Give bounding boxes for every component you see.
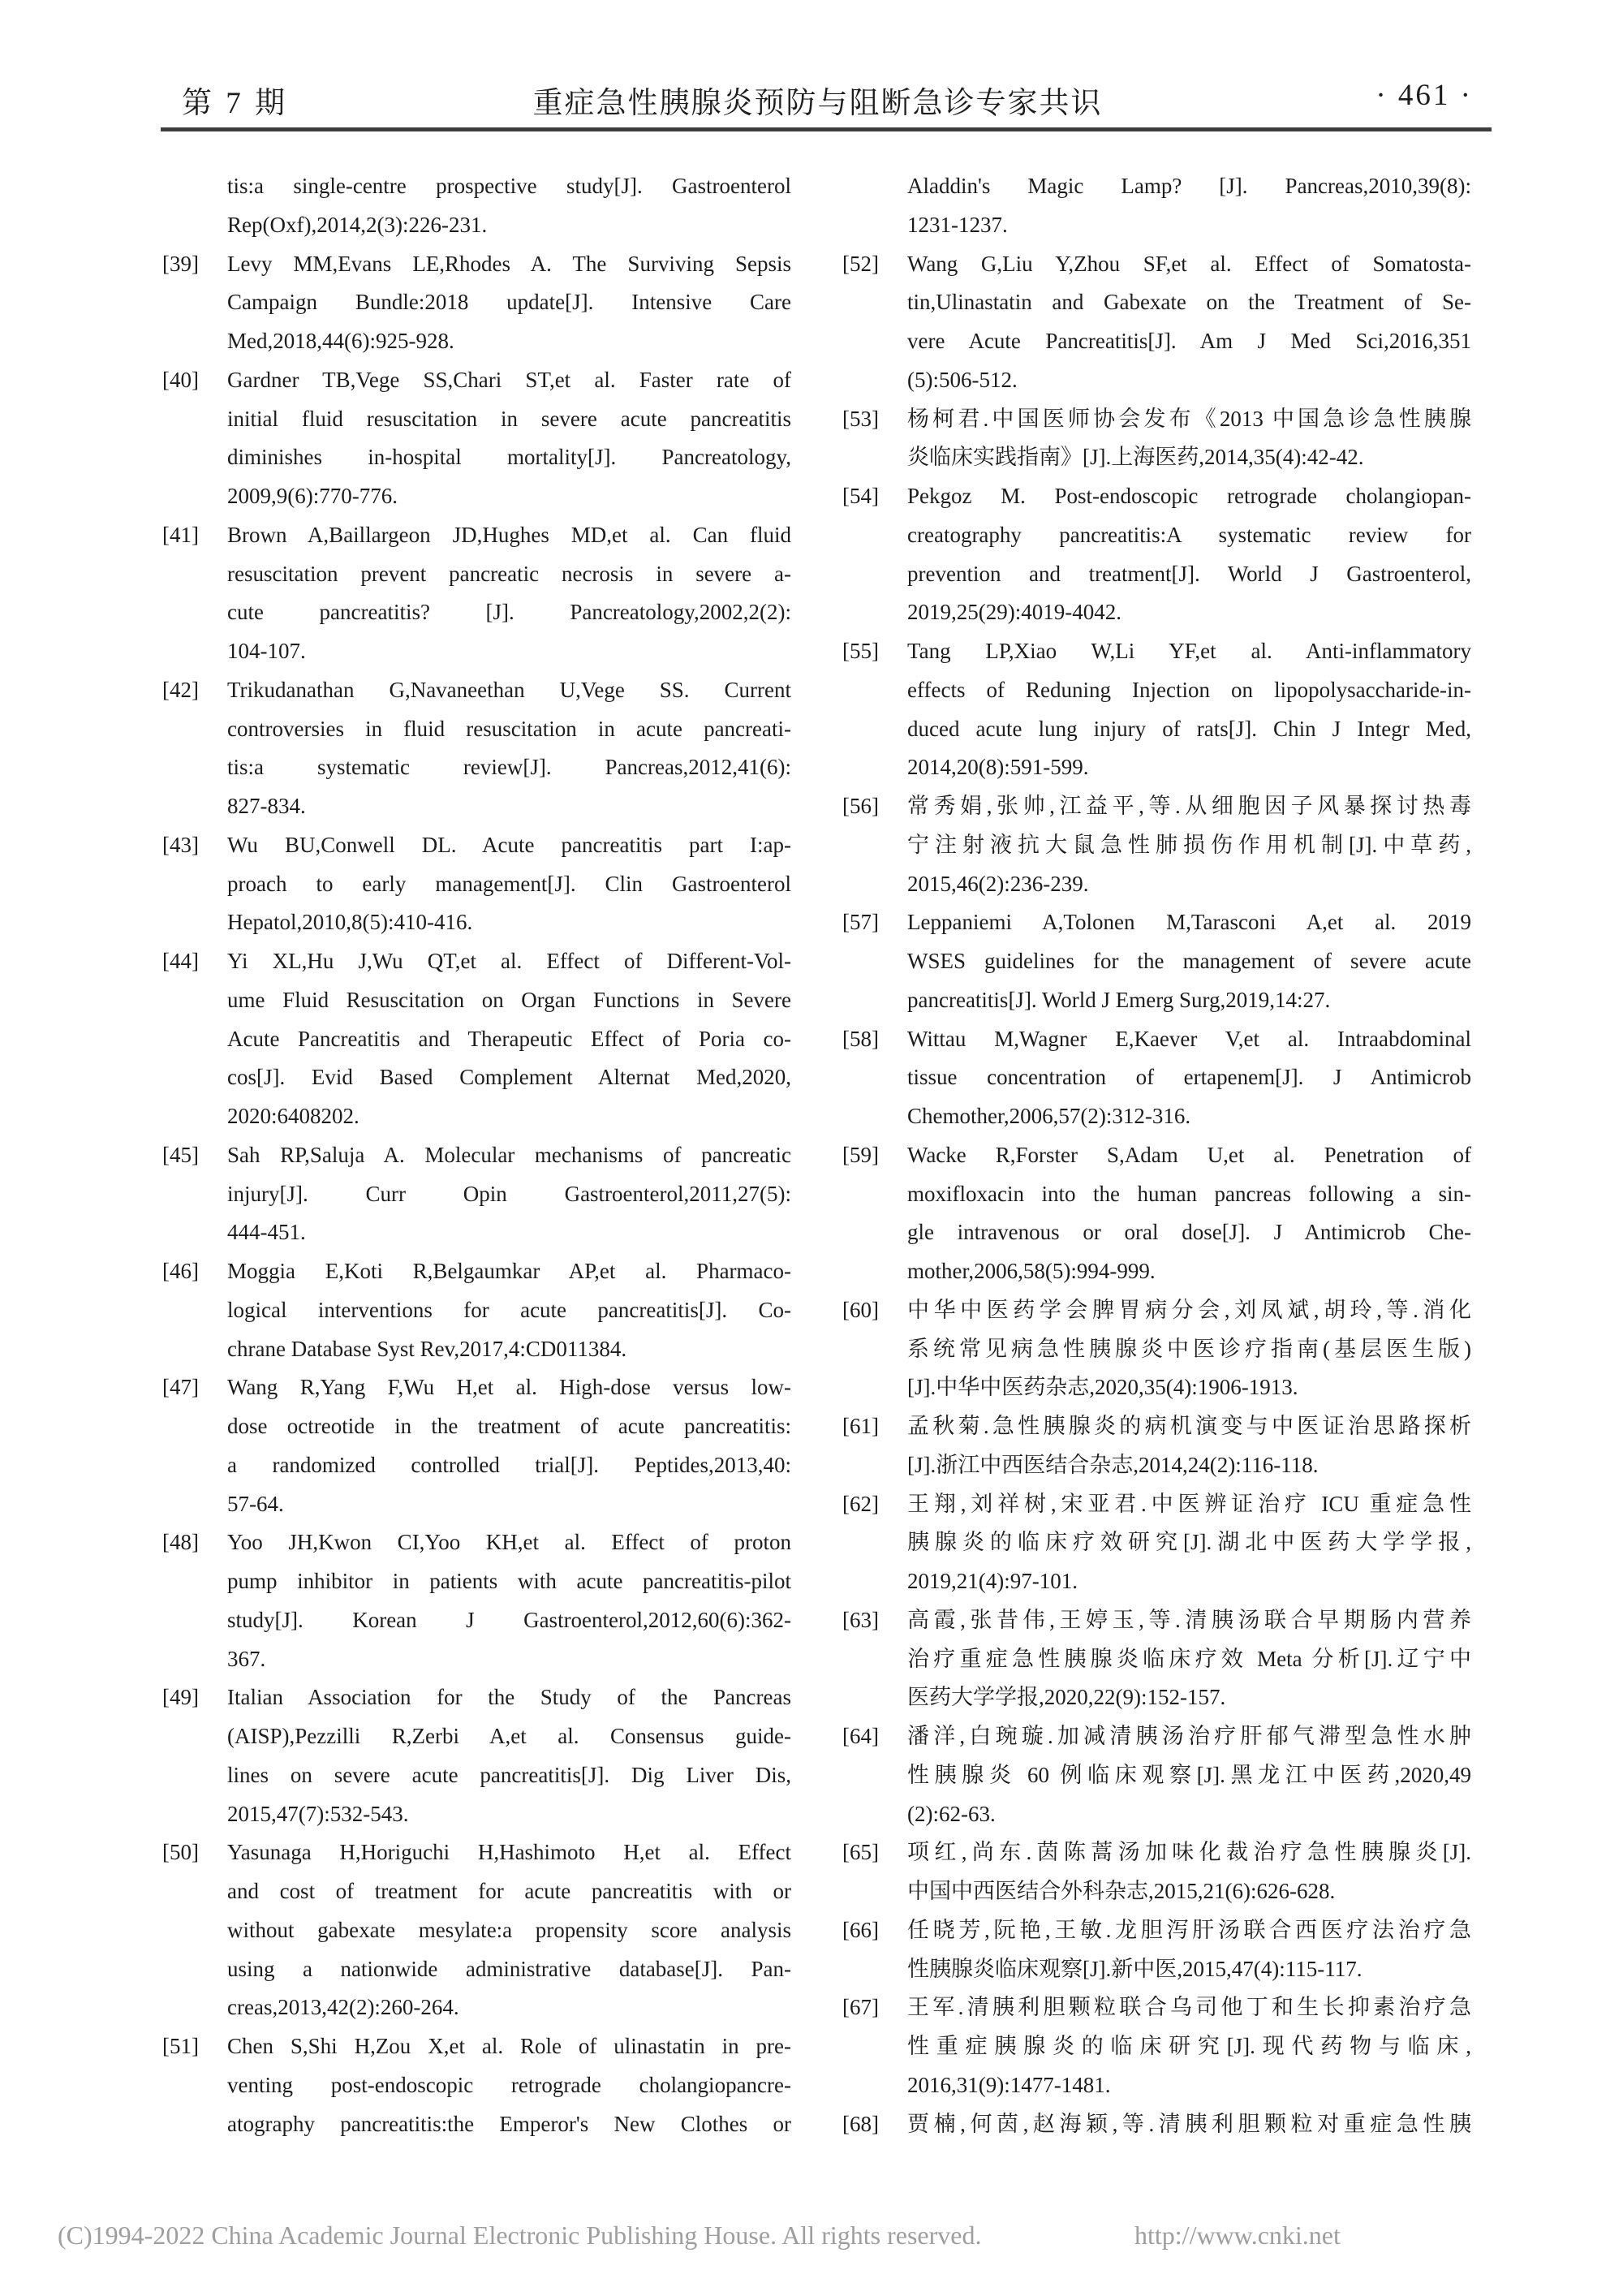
reference-line: without gabexate mesylate:a propensity score analysis xyxy=(227,1917,791,1942)
reference-number: [50] xyxy=(162,1840,199,1865)
reference-item xyxy=(162,671,791,826)
reference-line: 2019,25(29):4019-4042. xyxy=(907,600,1121,625)
reference-line: effects of Reduning Injection on lipopolysaccharide-in- xyxy=(907,677,1471,702)
reference-line: 宁注射液抗大鼠急性肺损伤作用机制[J].中草药, xyxy=(907,832,1471,857)
reference-line: 性胰腺炎 60 例临床观察[J].黑龙江中医药,2020,49 xyxy=(907,1762,1471,1787)
reference-number: [68] xyxy=(842,2111,879,2136)
reference-line: gle intravenous or oral dose[J]. J Antimicrob Che- xyxy=(907,1220,1471,1245)
reference-line: (2):62-63. xyxy=(907,1801,996,1826)
reference-item xyxy=(162,1252,791,1368)
reference-number: [45] xyxy=(162,1142,199,1167)
reference-item xyxy=(842,787,1471,903)
reference-line: 2019,21(4):97-101. xyxy=(907,1569,1078,1593)
reference-line: 2009,9(6):770-776. xyxy=(227,484,398,508)
reference-line: (5):506-512. xyxy=(907,367,1018,392)
reference-number: [64] xyxy=(842,1724,879,1748)
reference-item xyxy=(842,1911,1471,1989)
reference-item xyxy=(842,1020,1471,1136)
reference-line: Wittau M,Wagner E,Kaever V,et al. Intraabdominal xyxy=(907,1026,1471,1051)
reference-line: 2015,47(7):532-543. xyxy=(227,1801,409,1826)
reference-number: [60] xyxy=(842,1297,879,1322)
reference-line: lines on severe acute pancreatitis[J]. Dig Liver Dis, xyxy=(227,1762,791,1787)
reference-line: [J].浙江中西医结合杂志,2014,24(2):116-118. xyxy=(907,1452,1319,1477)
reference-line: 孟秋菊.急性胰腺炎的病机演变与中医证治思路探析 xyxy=(907,1414,1471,1438)
reference-line: Campaign Bundle:2018 update[J]. Intensive Care xyxy=(227,290,791,315)
reference-line: proach to early management[J]. Clin Gastroenterol xyxy=(227,871,791,896)
reference-line: 2015,46(2):236-239. xyxy=(907,871,1089,896)
reference-line: Acute Pancreatitis and Therapeutic Effect of Poria co- xyxy=(227,1026,791,1051)
reference-line: atography pancreatitis:the Emperor's New Clothes or xyxy=(227,2111,791,2136)
reference-number: [41] xyxy=(162,522,199,547)
reference-item xyxy=(162,2027,791,2143)
reference-line: study[J]. Korean J Gastroenterol,2012,60(6):362- xyxy=(227,1607,791,1632)
reference-line: 2016,31(9):1477-1481. xyxy=(907,2072,1111,2097)
reference-line: 治疗重症急性胰腺炎临床疗效 Meta 分析[J].辽宁中 xyxy=(907,1646,1471,1671)
reference-line: Chemother,2006,57(2):312-316. xyxy=(907,1104,1191,1128)
reference-line: 827-834. xyxy=(227,794,306,818)
reference-line: Wu BU,Conwell DL. Acute pancreatitis part I:ap- xyxy=(227,832,791,857)
reference-line: Wang R,Yang F,Wu H,et al. High-dose versus low- xyxy=(227,1375,791,1400)
reference-item xyxy=(162,1678,791,1833)
reference-line: 性重症胰腺炎的临床研究[J].现代药物与临床, xyxy=(907,2034,1471,2058)
reference-line: 胰腺炎的临床疗效研究[J].湖北中医药大学学报, xyxy=(907,1530,1471,1555)
reference-line: Rep(Oxf),2014,2(3):226-231. xyxy=(227,212,488,237)
running-title: 重症急性胰腺炎预防与阻断急诊专家共识 xyxy=(532,87,1103,120)
header-rule xyxy=(161,127,1492,131)
reference-line: diminishes in-hospital mortality[J]. Pancreatology, xyxy=(227,445,791,470)
reference-item xyxy=(842,1833,1471,1911)
reference-item xyxy=(842,1136,1471,1291)
reference-line: resuscitation prevent pancreatic necrosis in severe a- xyxy=(227,561,791,586)
reference-number: [62] xyxy=(842,1491,879,1516)
reference-line: Wacke R,Forster S,Adam U,et al. Penetration of xyxy=(907,1142,1471,1167)
reference-item xyxy=(842,632,1471,787)
reference-number: [63] xyxy=(842,1607,879,1632)
reference-line: WSES guidelines for the management of severe acute xyxy=(907,949,1471,973)
reference-line: Chen S,Shi H,Zou X,et al. Role of ulinastatin in pre- xyxy=(227,2034,791,2058)
reference-line: creas,2013,42(2):260-264. xyxy=(227,1995,459,2020)
reference-number: [54] xyxy=(842,484,879,508)
copyright-notice: (C)1994-2022 China Academic Journal Electronic Publishing House. All rights reserved. xyxy=(58,2221,982,2250)
reference-item xyxy=(842,400,1471,478)
reference-number: [55] xyxy=(842,639,879,663)
reference-line: Sah RP,Saluja A. Molecular mechanisms of pancreatic xyxy=(227,1142,791,1167)
reference-line: logical interventions for acute pancreatitis[J]. Co- xyxy=(227,1297,791,1322)
reference-line: 2014,20(8):591-599. xyxy=(907,755,1089,780)
reference-number: [59] xyxy=(842,1142,879,1167)
reference-line: 2020:6408202. xyxy=(227,1104,359,1128)
reference-line: creatography pancreatitis:A systematic review for xyxy=(907,522,1471,547)
reference-number: [65] xyxy=(842,1840,879,1865)
reference-line: Moggia E,Koti R,Belgaumkar AP,et al. Pharmaco- xyxy=(227,1259,791,1283)
reference-line: 444-451. xyxy=(227,1220,306,1245)
reference-line: moxifloxacin into the human pancreas following a sin- xyxy=(907,1181,1471,1206)
reference-item xyxy=(162,1523,791,1678)
reference-line: Tang LP,Xiao W,Li YF,et al. Anti-inflammatory xyxy=(907,639,1471,663)
reference-line: cos[J]. Evid Based Complement Alternat Med,2020, xyxy=(227,1065,791,1090)
reference-line: ume Fluid Resuscitation on Organ Functions in Severe xyxy=(227,987,791,1012)
reference-line: and cost of treatment for acute pancreatitis with or xyxy=(227,1879,791,1903)
reference-item xyxy=(162,826,791,942)
reference-line: Brown A,Baillargeon JD,Hughes MD,et al. Can fluid xyxy=(227,522,791,547)
cnki-url: http://www.cnki.net xyxy=(1134,2221,1341,2250)
reference-item xyxy=(842,167,1471,245)
page-number: · 461 · xyxy=(1375,79,1473,112)
reference-line: 任晓芳,阮艳,王敏.龙胆泻肝汤联合西医疗法治疗急 xyxy=(907,1917,1471,1942)
reference-line: 炎临床实践指南》[J].上海医药,2014,35(4):42-42. xyxy=(907,445,1364,470)
reference-line: 104-107. xyxy=(227,639,306,663)
reference-line: 潘洋,白琬璇.加减清胰汤治疗肝郁气滞型急性水肿 xyxy=(907,1724,1471,1748)
reference-line: Pekgoz M. Post-endoscopic retrograde cholangiopan- xyxy=(907,484,1471,508)
reference-line: vere Acute Pancreatitis[J]. Am J Med Sci,2016,351 xyxy=(907,329,1471,353)
reference-line: 1231-1237. xyxy=(907,212,1008,237)
reference-number: [40] xyxy=(162,367,199,392)
page-footer xyxy=(0,2221,1623,2261)
reference-line: tis:a systematic review[J]. Pancreas,2012,41(6): xyxy=(227,755,791,780)
reference-number: [51] xyxy=(162,2034,199,2058)
reference-number: [39] xyxy=(162,251,199,276)
reference-item xyxy=(162,1136,791,1252)
reference-line: tin,Ulinastatin and Gabexate on the Treatment of Se- xyxy=(907,290,1471,315)
reference-line: Hepatol,2010,8(5):410-416. xyxy=(227,910,473,935)
reference-item xyxy=(842,1717,1471,1833)
reference-line: 性胰腺炎临床观察[J].新中医,2015,47(4):115-117. xyxy=(907,1956,1363,1981)
reference-item xyxy=(842,477,1471,632)
reference-item xyxy=(162,1368,791,1523)
reference-line: 系统常见病急性胰腺炎中医诊疗指南(基层医生版) xyxy=(907,1336,1471,1361)
reference-line: 367. xyxy=(227,1646,266,1671)
reference-number: [58] xyxy=(842,1026,879,1051)
reference-number: [48] xyxy=(162,1530,199,1555)
reference-line: (AISP),Pezzilli R,Zerbi A,et al. Consensus guide- xyxy=(227,1724,791,1748)
reference-line: Yoo JH,Kwon CI,Yoo KH,et al. Effect of proton xyxy=(227,1530,791,1555)
reference-number: [43] xyxy=(162,832,199,857)
reference-line: 王翔,刘祥树,宋亚君.中医辨证治疗 ICU 重症急性 xyxy=(907,1491,1471,1516)
reference-line: 贾楠,何茵,赵海颖,等.清胰利胆颗粒对重症急性胰 xyxy=(907,2111,1471,2136)
reference-number: [46] xyxy=(162,1259,199,1283)
reference-line: 中华中医药学会脾胃病分会,刘凤斌,胡玲,等.消化 xyxy=(907,1297,1471,1322)
reference-line: initial fluid resuscitation in severe acute pancreatitis xyxy=(227,406,791,431)
reference-line: Leppaniemi A,Tolonen M,Tarasconi A,et al. 2019 xyxy=(907,910,1471,935)
reference-line: tissue concentration of ertapenem[J]. J Antimicrob xyxy=(907,1065,1471,1090)
reference-line: 中国中西医结合外科杂志,2015,21(6):626-628. xyxy=(907,1879,1336,1903)
reference-item xyxy=(842,1485,1471,1601)
reference-item xyxy=(162,516,791,671)
reference-number: [66] xyxy=(842,1917,879,1942)
reference-line: using a nationwide administrative database[J]. Pan- xyxy=(227,1956,791,1981)
reference-number: [49] xyxy=(162,1685,199,1710)
reference-number: [44] xyxy=(162,949,199,973)
reference-line: Yasunaga H,Horiguchi H,Hashimoto H,et al. Effect xyxy=(227,1840,791,1865)
reference-line: cute pancreatitis? [J]. Pancreatology,2002,2(2): xyxy=(227,600,791,625)
reference-line: 57-64. xyxy=(227,1491,284,1516)
references-column-right xyxy=(842,167,1471,2143)
reference-item xyxy=(842,1291,1471,1407)
reference-line: 王军.清胰利胆颗粒联合乌司他丁和生长抑素治疗急 xyxy=(907,1995,1471,2020)
reference-line: a randomized controlled trial[J]. Peptides,2013,40: xyxy=(227,1452,791,1477)
reference-item xyxy=(162,361,791,516)
reference-line: 杨柯君.中国医师协会发布《2013 中国急诊急性胰腺 xyxy=(907,406,1471,431)
reference-line: 高霞,张昔伟,王婷玉,等.清胰汤联合早期肠内营养 xyxy=(907,1607,1471,1632)
reference-line: controversies in fluid resuscitation in acute pancreati- xyxy=(227,716,791,741)
reference-number: [52] xyxy=(842,251,879,276)
page-header xyxy=(162,78,1473,123)
reference-item xyxy=(162,167,791,245)
reference-line: 医药大学学报,2020,22(9):152-157. xyxy=(907,1685,1226,1710)
reference-line: dose octreotide in the treatment of acute pancreatitis: xyxy=(227,1414,791,1438)
reference-item xyxy=(162,942,791,1136)
reference-item xyxy=(162,1833,791,2027)
reference-number: [67] xyxy=(842,1995,879,2020)
reference-line: 项红,尚东.茵陈蒿汤加味化裁治疗急性胰腺炎[J]. xyxy=(907,1840,1471,1865)
reference-number: [53] xyxy=(842,406,879,431)
reference-item xyxy=(842,903,1471,1019)
reference-item xyxy=(842,2105,1471,2144)
reference-line: venting post-endoscopic retrograde cholangiopancre- xyxy=(227,2072,791,2097)
reference-line: Wang G,Liu Y,Zhou SF,et al. Effect of Somatosta- xyxy=(907,251,1471,276)
references-column-left xyxy=(162,167,791,2143)
reference-line: duced acute lung injury of rats[J]. Chin J Integr Med, xyxy=(907,716,1471,741)
reference-line: pump inhibitor in patients with acute pancreatitis-pilot xyxy=(227,1569,791,1593)
reference-item xyxy=(842,1407,1471,1485)
reference-line: Aladdin's Magic Lamp? [J]. Pancreas,2010,39(8): xyxy=(907,174,1471,198)
reference-item xyxy=(842,1601,1471,1717)
reference-item xyxy=(162,245,791,361)
reference-number: [42] xyxy=(162,677,199,702)
reference-line: prevention and treatment[J]. World J Gastroenterol, xyxy=(907,561,1471,586)
reference-item xyxy=(842,1988,1471,2104)
reference-line: injury[J]. Curr Opin Gastroenterol,2011,27(5): xyxy=(227,1181,791,1206)
reference-line: Gardner TB,Vege SS,Chari ST,et al. Faster rate of xyxy=(227,367,791,392)
reference-item xyxy=(842,245,1471,400)
reference-line: Yi XL,Hu J,Wu QT,et al. Effect of Different-Vol- xyxy=(227,949,791,973)
issue-label: 第 7 期 xyxy=(182,87,288,120)
reference-line: Med,2018,44(6):925-928. xyxy=(227,329,454,353)
reference-line: pancreatitis[J]. World J Emerg Surg,2019,14:27. xyxy=(907,987,1331,1012)
reference-number: [61] xyxy=(842,1414,879,1438)
reference-line: chrane Database Syst Rev,2017,4:CD011384. xyxy=(227,1336,627,1361)
reference-line: [J].中华中医药杂志,2020,35(4):1906-1913. xyxy=(907,1375,1298,1400)
reference-line: Levy MM,Evans LE,Rhodes A. The Surviving Sepsis xyxy=(227,251,791,276)
reference-line: Trikudanathan G,Navaneethan U,Vege SS. Current xyxy=(227,677,791,702)
reference-number: [56] xyxy=(842,794,879,818)
reference-line: tis:a single-centre prospective study[J]. Gastroenterol xyxy=(227,174,791,198)
reference-number: [47] xyxy=(162,1375,199,1400)
reference-line: mother,2006,58(5):994-999. xyxy=(907,1259,1156,1283)
reference-line: 常秀娟,张帅,江益平,等.从细胞因子风暴探讨热毒 xyxy=(907,794,1471,818)
reference-number: [57] xyxy=(842,910,879,935)
reference-line: Italian Association for the Study of the Pancreas xyxy=(227,1685,791,1710)
